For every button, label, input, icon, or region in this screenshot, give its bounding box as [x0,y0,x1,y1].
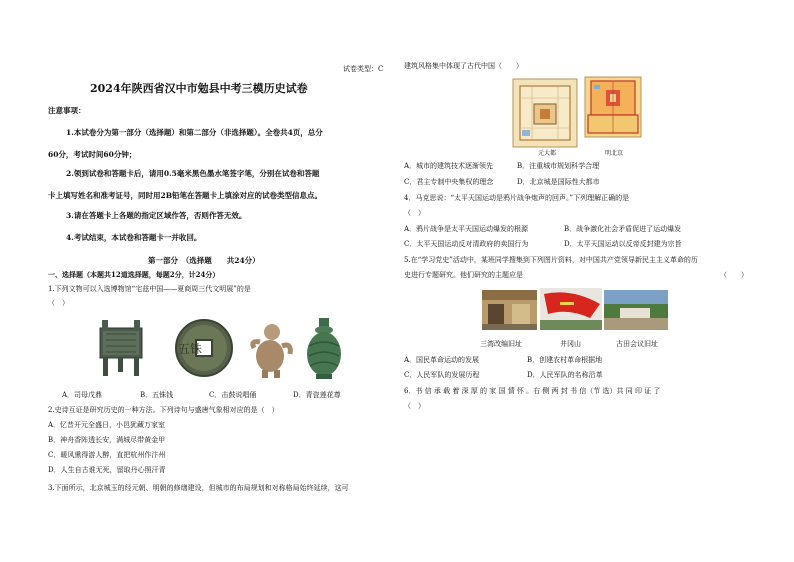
jinggangshan-flag-photo [540,288,602,330]
q4-option-d: D．太平天国运动以反帝反封建为宗旨 [564,240,682,248]
note-line-3: 2.领到试卷和答题卡后，请用0.5毫米黑色墨水笔签字笔，分别在试卷和答题 [66,169,320,178]
q6-blank: （ ） [404,402,425,410]
q5-stem-line-2: 史进行专题研究。他们研究的主题应是 [404,271,523,279]
q4-blank: （ ） [404,209,425,217]
q4-option-a: A．鸦片战争是太平天国运动爆发的根源 [404,225,529,233]
q3-option-a: A．城市的建筑技术逐渐领先 [404,162,494,170]
q5-caption-1: 三湾改编旧址 [480,340,522,348]
ming-beijing-caption: 明北京 [604,150,623,157]
note-line-6: 4.考试结束，本试卷和答题卡一并收回。 [66,233,202,242]
q5-blank: （ ） [720,271,748,279]
notes-heading: 注意事项： [48,106,86,115]
q1-option-c: C．击鼓说唱俑 [209,391,257,399]
paper-type: 试卷类型：C [343,65,384,73]
q6-stem: 6．书 信 承 载 着 深 厚 的 家 国 情 怀 。右 侧 两 封 书 信（节 选）共 同 印 证 了 [404,387,661,395]
ding-image [92,318,150,378]
celadon-vase-image [304,316,344,380]
q3-stem-line-1: 3.下面所示，北京城玉的经元朝、明朝的修缮建设，但城市的布局规划和对称格局始终延续，这可 [48,484,349,492]
figurine-image [248,318,296,380]
q5-option-b: B．创建农村革命根据地 [527,356,603,364]
note-line-1: 1.本试卷分为第一部分（选择题）和第二部分（非选择题）。全卷共4页，总分 [66,128,323,137]
page-title: 2024年陕西省汉中市勉县中考三模历史试卷 [90,82,308,95]
q1-option-b: B．五铢钱 [140,391,174,399]
note-line-5: 3.请在答题卡上各题的指定区域作答，否则作答无效。 [66,211,247,220]
q1-blank: （ ） [48,299,69,307]
q1-option-d: D．青瓷莲花尊 [293,391,341,399]
coin-inscription: 五铢 [178,342,203,356]
q4-stem: 4．马克思说：“太平天国运动是鸦片战争炮声的回声。”下列理解正确的是 [404,194,630,202]
q2-option-c: C．暖风熏得游人醉，直把杭州作汴州 [48,451,166,459]
ming-beijing-map [584,76,642,138]
q2-option-d: D．人生自古谁无死，留取丹心照汗青 [48,466,166,474]
coin-image [174,318,234,378]
part-heading: 第一部分 （选择题 共24分） [148,256,260,265]
yuan-dadu-map [512,78,578,148]
q1-stem: 1.下列文物可以入选博物馆“宅兹中国——夏商周三代文明展”的是 [48,285,251,293]
gutian-photo [604,290,668,330]
q1-option-a: A．司母戊鼎 [62,391,103,399]
q5-option-c: C．人民军队的发展历程 [404,371,480,379]
q5-stem-line-1: 5.在“学习党史”活动中，某班同学搜集到下列图片资料，对中国共产党领导新民主主义革命的历 [404,256,698,264]
q2-option-b: B．神舟香阵透长安，满城尽带黄金甲 [48,436,166,444]
q5-caption-3: 古田会议旧址 [616,340,658,348]
note-line-4: 卡上填写姓名和准考证号，同时用2B铅笔在答题卡上填涂对应的试卷类型信息点。 [48,191,323,200]
sanwan-photo [482,290,537,330]
yuan-dadu-caption: 元大都 [537,150,556,157]
q3-option-d: D．北京城是国际性大都市 [517,178,600,186]
q4-option-b: B．战争激化社会矛盾促进了运动爆发 [564,225,682,233]
q5-option-a: A．国民革命运动的发展 [404,356,480,364]
section-instructions: 一、选择题（本题共12道选择题，每题2分，计24分） [48,270,220,279]
q3-option-b: B．注重城市规划科学合理 [517,162,600,170]
q2-option-a: A．忆昔开元全盛日，小邑犹藏万家室 [48,421,166,429]
q3-option-c: C．君主专制中央集权的理念 [404,178,494,186]
q5-option-d: D．人民军队的名称沿革 [527,371,603,379]
q2-stem: 2.史诗互证是研究历史的一种方法。下列诗句与盛唐气象相对应的是（ ） [48,406,279,414]
q3-stem-line-2: 建筑风格集中体现了古代中国（ ） [404,62,523,70]
note-line-2: 60分，考试时间60分钟； [48,150,137,159]
q5-caption-2: 井冈山 [560,340,581,348]
q4-option-c: C．太平天国运动反对清政府的卖国行为 [404,240,529,248]
